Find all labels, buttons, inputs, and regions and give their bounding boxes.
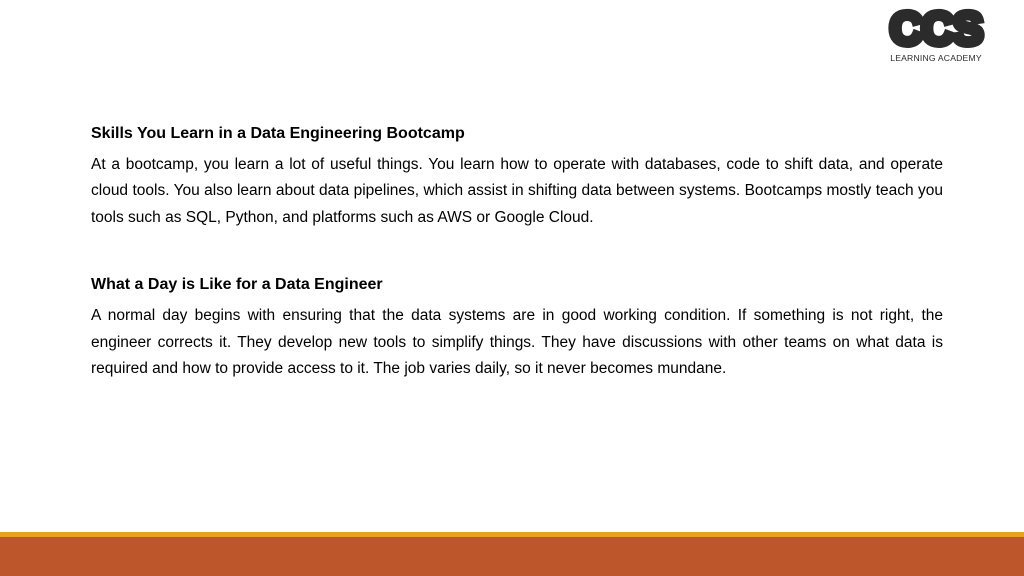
ccs-logo bbox=[873, 3, 999, 64]
section-heading: What a Day is Like for a Data Engineer bbox=[91, 276, 383, 294]
logo-mark: CCS bbox=[889, 3, 982, 54]
slide-content bbox=[91, 122, 943, 382]
section-heading: Skills You Learn in a Data Engineering Bootcamp bbox=[91, 125, 465, 142]
section-day bbox=[91, 273, 943, 382]
footer-band bbox=[0, 537, 1024, 576]
section-body: At a bootcamp, you learn a lot of useful things. You learn how to operate with databases, code to shift data, and operate cloud tools. You also learn about data pipelines, which assist in shifting data between systems. Bootcamps mostly teach you tools such as SQL, Python, and platforms such as AWS or Google Cloud. bbox=[91, 156, 943, 226]
section-body: A normal day begins with ensuring that the data systems are in good working condition. If something is not right, the engineer corrects it. They develop new tools to simplify things. They have discussions with other teams on what data is required and how to provide access to it. The job varies daily, so it never becomes mundane. bbox=[91, 307, 943, 378]
section-skills bbox=[91, 122, 943, 231]
logo-subtitle: LEARNING ACADEMY bbox=[890, 53, 982, 63]
